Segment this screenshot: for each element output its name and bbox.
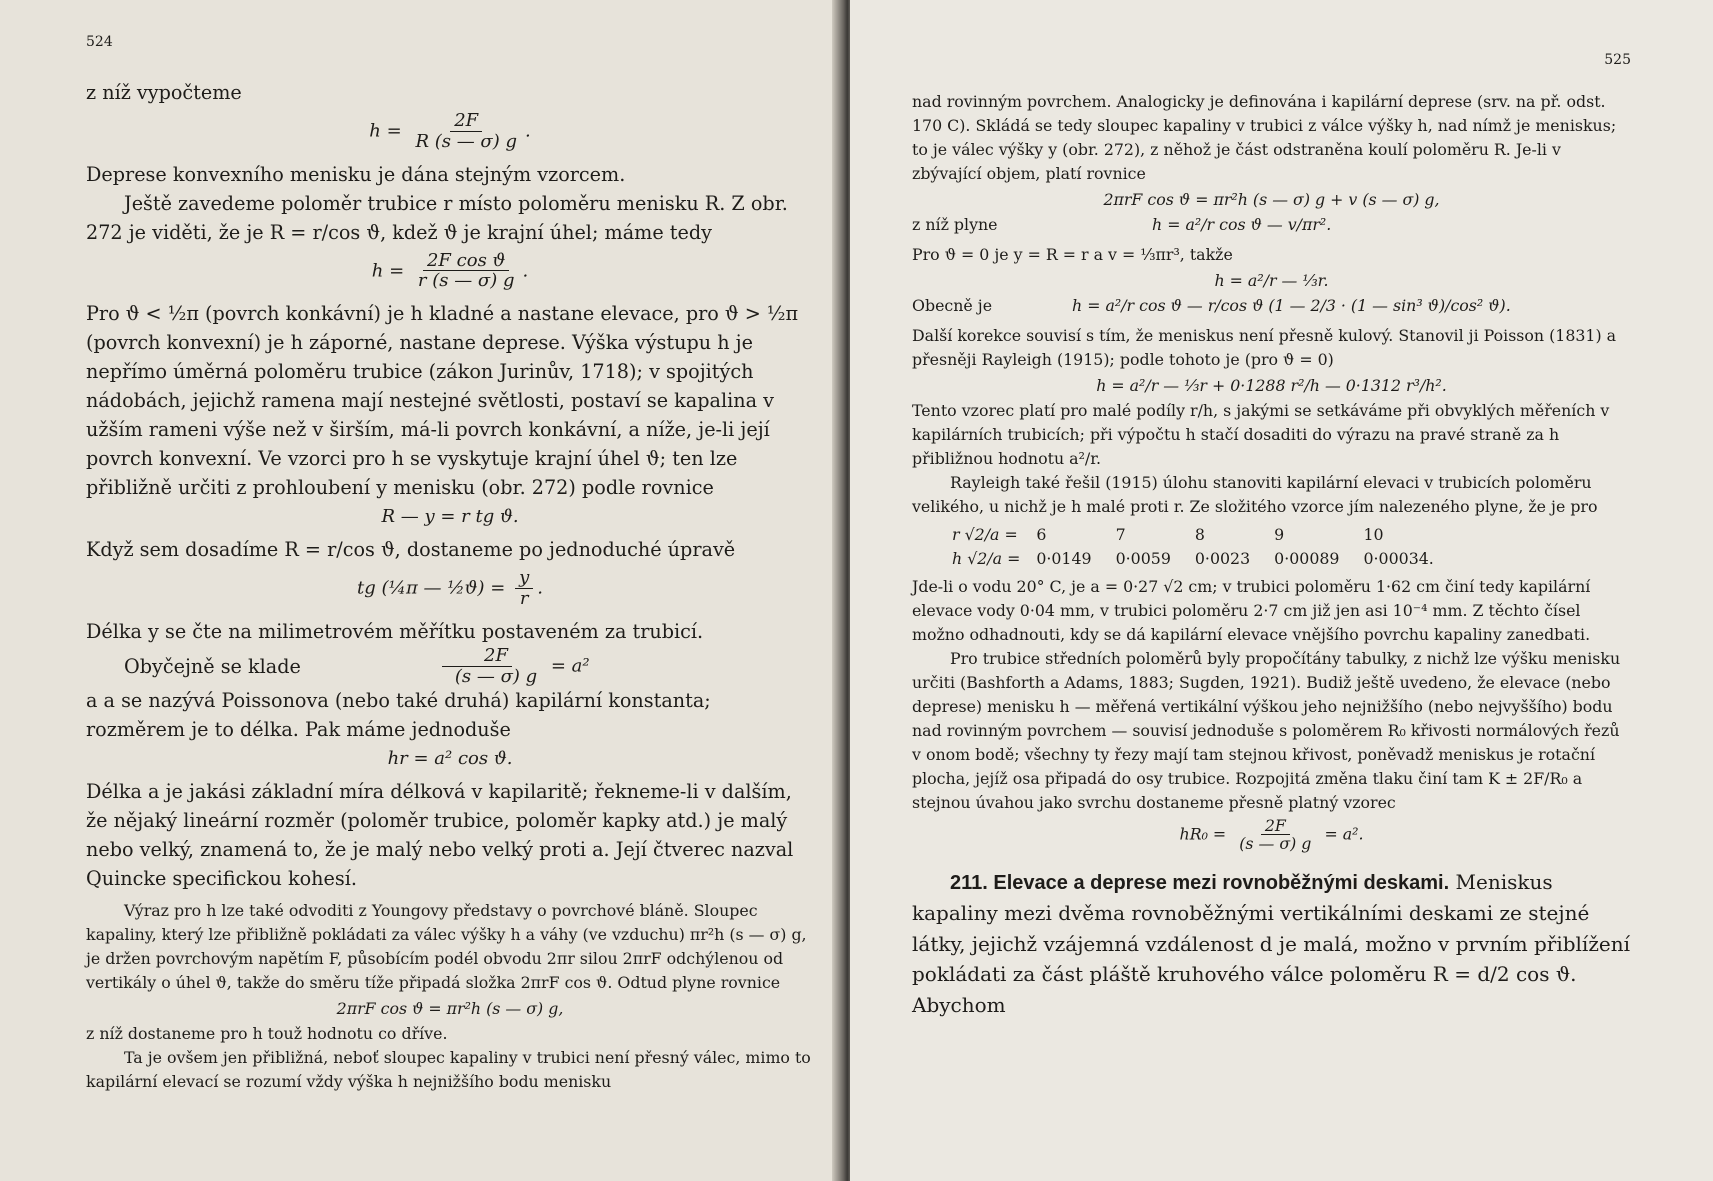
small-paragraph: Pro ϑ = 0 je y = R = r a v = ⅓πr³, takže xyxy=(912,245,1233,264)
paragraph: z níž vypočteme xyxy=(86,81,242,104)
equation: h = $\frac{\text{2F cos ϑ}}{r (s — \sigma) g}$ . xyxy=(371,249,529,292)
equation: tg (¼π — ½ϑ) = $\frac{y}{r}$ . xyxy=(357,567,543,609)
small-paragraph: Pro trubice středních poloměrů byly propočítány tabulky, z nichž lze výšku menisku určiti (Bashforth a Adams, 1883; Sugden, 1921). Budiž ještě uvedeno, že elevace (nebo deprese) menisku h — měřená vertikální výškou jeho nejnižšího (nebo nejvyššího) bodu nad rovinným povrchem — souvisí jednoduše s poloměrem R₀ křivosti normálových řezů v onom bodě; všechny ty řezy mají tam stejnou křivost, poněvadž meniskus je rotační plocha, jejíž osa připadá do osy trubice. Rozpojitá změna tlaku činí tam K ± 2F/R₀ a stejnou úvahou jako svrchu dostaneme přesně platný vzorec xyxy=(912,649,1621,812)
section-heading: 211. Elevace a deprese mezi rovnoběžnými deskami. xyxy=(950,871,1450,894)
equation: h = a²/r cos ϑ — r/cos ϑ (1 — 2/3 · (1 — sin³ ϑ)/cos² ϑ). xyxy=(1072,296,1511,315)
equation: h = a²/r cos ϑ — v/πr². xyxy=(1152,215,1332,234)
table-row: r √2/a = 6 7 8 9 10 xyxy=(952,525,1384,544)
equation: R — y = r tg ϑ. xyxy=(381,506,519,528)
paragraph: Ještě zavedeme poloměr trubice r místo poloměru menisku R. Z obr. 272 je viděti, že je R = r/cos ϑ, kdež ϑ je krajní úhel; máme tedy xyxy=(86,191,788,244)
paragraph: Pro ϑ < ½π (povrch konkávní) je h kladné a nastane elevace, pro ϑ > ½π (povrch konvexní) je h záporné, nastane deprese. Výška výstupu h je nepřímo úměrná poloměru trubice (zákon Jurinův, 1718); v spojitých nádobách, jejichž ramena mají nestejné světlosti, postaví se kapalina v užším rameni výše než v širším, má-li povrch konkávní, a níže, je-li její povrch konvexní. Ve vzorci pro h se vyskytuje krajní úhel ϑ; ten lze přibližně určiti z prohloubení y menisku (obr. 272) podle rovnice xyxy=(86,302,799,500)
paragraph: Když sem dosadíme R = r/cos ϑ, dostaneme po jednoduché úpravě xyxy=(86,538,736,562)
right-page xyxy=(850,0,1713,1181)
paragraph: Délka a je jakási základní míra délková v kapilaritě; řekneme-li v dalším, že nějaký lineární rozměr (poloměr trubice, poloměr kapky atd.) je malý nebo velký, znamená to, že je malý nebo velký proti a. Její čtverec nazval Quincke specifickou kohesí. xyxy=(86,780,794,891)
left-page xyxy=(0,0,842,1181)
small-paragraph: z níž dostaneme pro h touž hodnotu co dříve. xyxy=(86,1024,448,1044)
equation-row: z níž plyne h = a²/r cos ϑ — v/πr². xyxy=(912,213,1631,237)
values-table xyxy=(952,523,1458,571)
equation: hr = a² cos ϑ. xyxy=(387,748,513,770)
small-paragraph: Ta je ovšem jen přibližná, neboť sloupec kapaliny v trubici není přesný válec, mimo to kapilární elevací se rozumí vždy výška h nejnižšího bodu menisku xyxy=(86,1048,811,1092)
small-paragraph: Rayleigh také řešil (1915) úlohu stanoviti kapilární elevaci v trubicích poloměru velikého, u nichž je h malé proti r. Ze složitého vzorce jím nalezeného plyne, že je pro xyxy=(912,473,1598,516)
page-number-right: 525 xyxy=(1604,52,1631,68)
equation: 2πrF cos ϑ = πr²h (s — σ) g + v (s — σ) g, xyxy=(1103,190,1440,209)
equation-row: Obecně je h = a²/r cos ϑ — r/cos ϑ (1 — 2/3 · (1 — sin³ ϑ)/cos² ϑ). xyxy=(912,294,1631,318)
equation: hR₀ = $\frac{2F}{(s — \sigma) g}$ = a². xyxy=(1179,816,1364,854)
paragraph: Deprese konvexního menisku je dána stejným vzorcem. xyxy=(86,162,626,186)
small-paragraph: nad rovinným povrchem. Analogicky je definována i kapilární deprese (srv. na př. odst. 170 C). Skládá se tedy sloupec kapaliny v trubici z válce výšky h, nad nímž je meniskus; to je válec výšky y (obr. 272), z něhož je část odstraněna koulí poloměru R. Je-li v zbývající objem, platí rovnice xyxy=(912,92,1617,183)
equation: h = a²/r — ⅓r. xyxy=(1214,271,1329,290)
small-paragraph: Jde-li o vodu 20° C, je a = 0·27 √2 cm; v trubici poloměru 1·62 cm činí tedy kapilární elevace vody 0·04 mm, v trubici poloměru 2·7 cm již jen asi 10⁻⁴ mm. Z těchto čísel možno odhadnouti, kdy se dá kapilární elevace vnějšího povrchu kapaliny zanedbati. xyxy=(912,577,1591,644)
small-paragraph: Výraz pro h lze také odvoditi z Youngovy představy o povrchové bláně. Sloupec kapaliny, který lze přibližně pokládati za válec výšky h a váhy (ve vzduchu) πr²h (s — σ) g, je držen povrchovým napětím F, působícím podél obvodu 2πr silou 2πrF odchýlenou od vertikály o úhel ϑ, takže do směru tíže připadá složka 2πrF cos ϑ. Odtud plyne rovnice xyxy=(86,901,807,993)
equation: 2πrF cos ϑ = πr²h (s — σ) g, xyxy=(336,999,564,1019)
table-row: h √2/a = 0·0149 0·0059 0·0023 0·00089 0·00034. xyxy=(952,549,1434,568)
paragraph: Délka y se čte na milimetrovém měřítku postaveném za trubicí. xyxy=(86,619,704,643)
page-number-left: 524 xyxy=(86,34,113,50)
equation: h = a²/r — ⅓r + 0·1288 r²/h — 0·1312 r³/h². xyxy=(1096,376,1447,395)
small-paragraph: Další korekce souvisí s tím, že meniskus není přesně kulový. Stanovil ji Poisson (1831) a přesněji Rayleigh (1915); podle tohoto je (pro ϑ = 0) xyxy=(912,326,1617,369)
paragraph-with-equation: Obyčejně se klade $\frac{2F}{(s — \sigma) g}$ = a² xyxy=(124,644,590,687)
paragraph: a a se nazývá Poissonova (nebo také druhá) kapilární konstanta; rozměrem je to délka. Pak máme jednoduše xyxy=(86,689,711,742)
paragraph: 211. Elevace a deprese mezi rovnoběžnými deskami. Meniskus kapaliny mezi dvěma rovnoběžnými vertikálními deskami ze stejné látky, jejichž vzájemná vzdálenost d je malá, možno v prvním přiblížení pokládati za část pláště kruhového válce poloměru R = d/2 cos ϑ. Abychom xyxy=(912,869,1630,1017)
equation: $\frac{2F}{(s — \sigma) g}$ = a² xyxy=(371,646,590,687)
equation: h = $\frac{2F}{R (s — \sigma) g}$ . xyxy=(369,110,531,152)
small-paragraph: Tento vzorec platí pro malé podíly r/h, s jakými se setkáváme při obvyklých měřeních v kapilárních trubicích; při výpočtu h stačí dosaditi do výrazu na pravé straně za h přibližnou hodnotu a²/r. xyxy=(912,401,1610,468)
